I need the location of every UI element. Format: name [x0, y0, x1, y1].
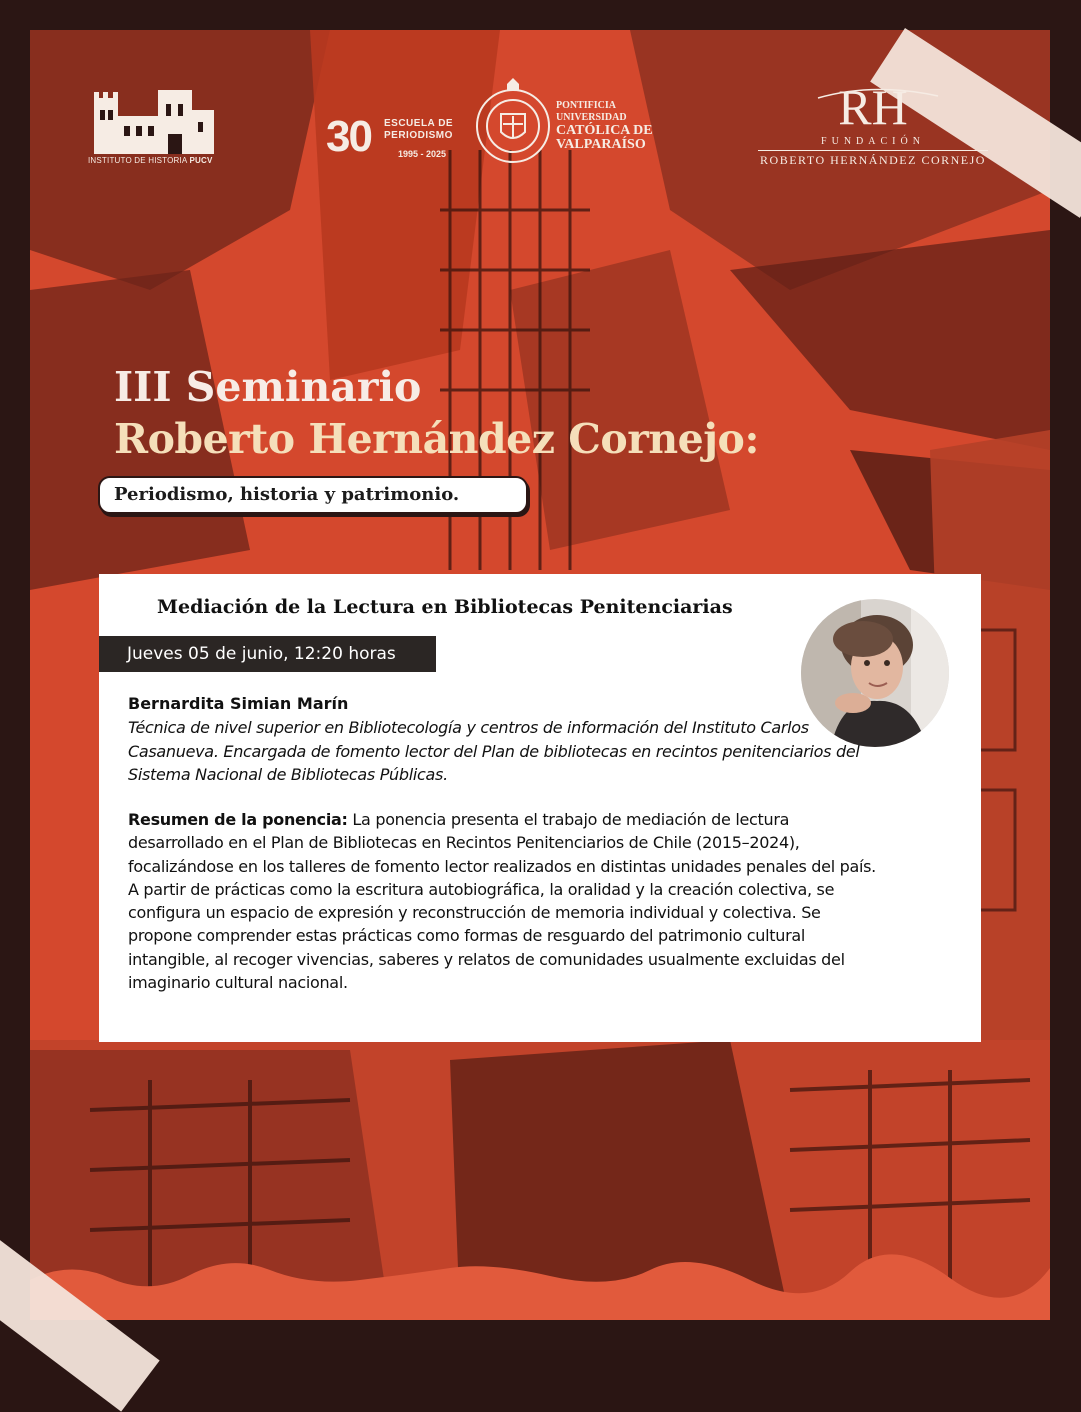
speaker-name: Bernardita Simian Marín	[128, 694, 349, 713]
fundacion-name: ROBERTO HERNÁNDEZ CORNEJO	[758, 150, 988, 168]
escuela-years: 1995 - 2025	[398, 149, 447, 159]
svg-text:RH: RH	[838, 79, 908, 134]
abstract-label: Resumen de la ponencia:	[128, 810, 348, 829]
fundacion-rh-logo	[758, 78, 988, 168]
castle-icon	[88, 90, 218, 154]
escuela-line1: ESCUELA DE	[384, 118, 454, 129]
seminar-title: III Seminario	[114, 363, 422, 411]
pucv-logo-text: PONTIFICIA UNIVERSIDAD CATÓLICA DE VALPARAÍSO	[556, 100, 653, 152]
talk-title: Mediación de la Lectura en Bibliotecas Penitenciarias	[157, 596, 733, 618]
escuela-line2: PERIODISMO	[384, 130, 453, 141]
seminar-subtitle: Periodismo, historia y patrimonio.	[98, 476, 528, 514]
rh-monogram-icon	[758, 78, 988, 134]
anniversary-number: 30	[326, 112, 371, 161]
pucv-seal-icon	[474, 78, 552, 166]
talk-abstract	[128, 808, 888, 994]
speaker-bio: Técnica de nivel superior en Bibliotecología y centros de información del Instituto Carlos Casanueva. Encargada de fomento lector del Plan de bibliotecas en recintos penitenciarios del Sistema Nacional de Bibliotecas Públicas.	[128, 718, 860, 784]
instituto-historia-logo	[88, 90, 218, 170]
fundacion-label: FUNDACIÓN	[821, 136, 925, 147]
abstract-text: La ponencia presenta el trabajo de mediación de lectura desarrollado en el Plan de Bibliotecas en Recintos Penitenciarios de Chile (2015–2024), focalizándose en los talleres de fomento lector realizados en distintas unidades penales del país. A partir de prácticas como la escritura autobiográfica, la oralidad y la creación colectiva, se configura un espacio de expresión y reconstrucción de memoria individual y colectiva. Se propone comprender estas prácticas como formas de resguardo del patrimonio cultural intangible, al recoger vivencias, saberes y relatos de comunidades usualmente excluidas del imaginario cultural nacional.	[128, 810, 876, 993]
talk-card	[99, 574, 981, 1042]
talk-datetime: Jueves 05 de junio, 12:20 horas	[99, 636, 436, 672]
instituto-caption: INSTITUTO DE HISTORIA PUCV	[88, 156, 213, 165]
seminar-name: Roberto Hernández Cornejo:	[114, 415, 760, 463]
